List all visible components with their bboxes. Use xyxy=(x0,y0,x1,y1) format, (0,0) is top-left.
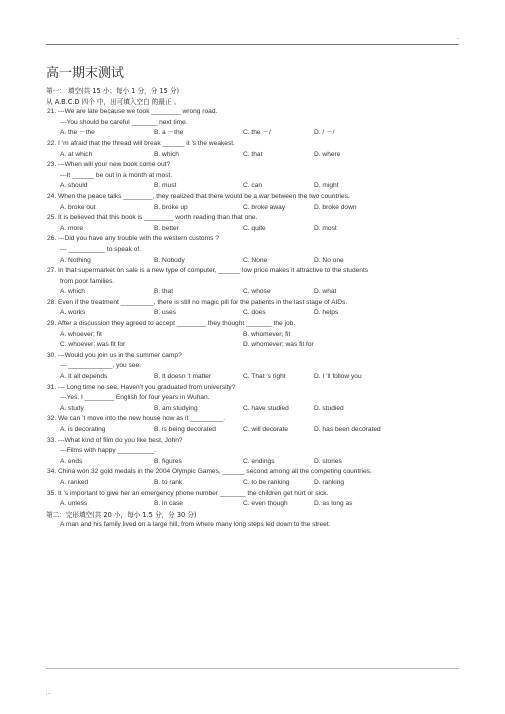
header-rule xyxy=(46,44,459,45)
footer-rule xyxy=(46,668,459,669)
question-item xyxy=(46,467,466,488)
question-stem: 25. It is believed that this book is ________ worth reading than that one. xyxy=(47,214,258,222)
answer-option[interactable]: C. can xyxy=(243,182,263,190)
question-stem: 28. Even if the treatment _________, there is still no magic pill for the patients in the last stage of AIDs. xyxy=(47,298,348,306)
answer-option[interactable]: B. that xyxy=(154,288,174,296)
question-item xyxy=(46,266,466,298)
answer-option[interactable]: D. might xyxy=(314,182,339,190)
answer-option[interactable]: D. has been decorated xyxy=(314,426,381,433)
question-line: ---It ______ be out in a month at most. xyxy=(60,171,173,179)
answer-option[interactable]: A. whoever; fit xyxy=(60,330,102,338)
question-stem: 34. China won 32 gold medals in the 2004 Olympic Games, ______ second among all the competing countries. xyxy=(47,468,372,476)
options-row xyxy=(46,150,466,161)
options-row xyxy=(46,308,466,319)
answer-option[interactable]: B. uses xyxy=(154,309,176,317)
answer-option[interactable]: A. works xyxy=(60,309,86,317)
options-row xyxy=(46,256,466,267)
section1-instruction: 从 A.B.C.D 四个 中，出可填入空白 的最正 。 xyxy=(46,97,181,106)
answer-option[interactable]: B. is being decorated xyxy=(154,426,216,433)
answer-option[interactable]: A. study xyxy=(60,404,84,412)
question-item xyxy=(46,298,466,319)
question-stem: 24. When the peace talks ________, they realized that there would be a war between the two countries. xyxy=(47,192,350,200)
question-item xyxy=(46,489,466,510)
answer-option[interactable]: B. better xyxy=(154,224,179,232)
answer-option[interactable]: A. at which xyxy=(60,150,93,158)
options-row xyxy=(46,287,466,298)
options-row xyxy=(46,499,466,510)
question-item xyxy=(46,383,466,415)
answer-option[interactable]: C. will decorate xyxy=(243,426,289,433)
question-line: ---Yes. I ________ English for four years in Wuhan. xyxy=(60,394,210,402)
question-stem: 29. After a discussion they agreed to accept ________ they thought _______ the job. xyxy=(47,320,296,328)
answer-option[interactable]: A. unless xyxy=(60,500,88,508)
answer-option[interactable]: B. broke up xyxy=(154,203,188,211)
answer-option[interactable]: D. broke down xyxy=(314,203,357,211)
answer-option[interactable]: C. to be ranking xyxy=(243,478,290,486)
question-item xyxy=(46,414,466,435)
answer-option[interactable]: A. should xyxy=(60,182,88,190)
question-stem: 23. ---When will your new book come out? xyxy=(47,161,171,169)
options-row xyxy=(46,203,466,214)
page-mark-bottom: ;.. xyxy=(46,690,52,696)
answer-option[interactable]: B. Nobody xyxy=(154,256,185,264)
question-line: from poor families. xyxy=(60,277,115,285)
answer-option[interactable]: C. have studied xyxy=(243,404,289,412)
answer-option[interactable]: C. endings xyxy=(243,457,275,465)
answer-option[interactable]: C. that xyxy=(243,150,263,158)
question-stem: 33. ---What kind of film do you like best, John? xyxy=(47,436,183,444)
doc-title: 高一期末测试 xyxy=(46,66,125,81)
section1-heading: 第一： 填空(共 15 小；每小 1 分，分 15 分) xyxy=(46,87,180,95)
question-list xyxy=(46,107,466,510)
answer-option[interactable]: A. ranked xyxy=(60,478,89,486)
question-line: --- ____________, you see. xyxy=(60,362,142,370)
section2-first-line: A man and his family lived on a large hill, from where many long steps led down to the street. xyxy=(60,521,331,529)
answer-option[interactable]: C. does xyxy=(243,309,266,317)
question-stem: 21. ---We are late because we took ________ wrong road. xyxy=(47,108,218,116)
question-line: ---Films with happy __________. xyxy=(60,447,157,455)
answer-option[interactable]: B. must xyxy=(154,182,177,190)
answer-option[interactable]: B. am studying xyxy=(154,404,198,412)
options-row xyxy=(46,128,466,139)
question-item xyxy=(46,107,466,139)
answer-option[interactable]: D. ranking xyxy=(314,478,345,486)
question-stem: 31. --- Long time no see. Haven’t you graduated from university? xyxy=(47,383,236,391)
answer-option[interactable]: D. I ’ll follow you xyxy=(314,373,362,381)
answer-option[interactable]: C. broke away xyxy=(243,203,286,211)
answer-option[interactable]: B. in case xyxy=(154,500,183,508)
options-row xyxy=(46,457,466,468)
page-mark-top: - xyxy=(457,36,459,42)
answer-option[interactable]: D. helps xyxy=(314,309,339,317)
answer-option[interactable]: B. It doesn ’t matter xyxy=(154,373,212,381)
answer-option[interactable]: A. broke out xyxy=(60,203,96,211)
question-stem: 22. I ’m afraid that the thread will break ______ it ’s the weakest. xyxy=(47,139,235,147)
answer-option[interactable]: C. even though xyxy=(243,500,288,508)
question-item xyxy=(46,234,466,266)
options-row xyxy=(46,224,466,235)
question-item xyxy=(46,160,466,192)
answer-option[interactable]: B. whomever; fit xyxy=(243,330,291,338)
question-stem: 27. In that supermarket on sale is a new type of computer, ______ low price makes it attractive to the students xyxy=(47,267,369,275)
answer-option[interactable]: A. the －the xyxy=(60,129,95,137)
answer-option[interactable]: D. / －/ xyxy=(314,129,335,137)
answer-option[interactable]: D. as long as xyxy=(314,500,353,508)
answer-option[interactable]: B. which xyxy=(154,150,179,158)
answer-option[interactable]: A. Nothing xyxy=(60,256,91,264)
exam-content xyxy=(46,86,466,531)
question-line: --- __________ to speak of. xyxy=(60,245,142,253)
answer-option[interactable]: D. most xyxy=(314,224,337,232)
answer-option[interactable]: D. whomever; was fit for xyxy=(243,341,314,349)
options-row xyxy=(46,372,466,383)
question-item xyxy=(46,139,466,160)
options-row xyxy=(46,340,466,351)
question-item xyxy=(46,436,466,468)
answer-option[interactable]: C. whoever; was fit for xyxy=(60,341,126,349)
answer-option[interactable]: A. ends xyxy=(60,457,83,465)
answer-option[interactable]: C. None xyxy=(243,256,268,264)
answer-option[interactable]: C. quite xyxy=(243,224,266,232)
answer-option[interactable]: C. That ’s right xyxy=(243,373,286,381)
question-line: ---You should be careful _______ next time. xyxy=(60,118,188,126)
answer-option[interactable]: D. where xyxy=(314,150,341,158)
question-stem: 35. It ’s important to give her an emergency phone number _______ the children get hurt or sick. xyxy=(47,489,329,497)
options-row xyxy=(46,181,466,192)
options-row xyxy=(46,425,466,436)
answer-option[interactable]: D. stories xyxy=(314,457,342,465)
question-item xyxy=(46,213,466,234)
answer-option[interactable]: A. more xyxy=(60,224,84,232)
answer-option[interactable]: D. No one xyxy=(314,256,344,264)
question-item xyxy=(46,192,466,213)
options-row xyxy=(46,330,466,341)
options-row xyxy=(46,478,466,489)
answer-option[interactable]: B. a －the xyxy=(154,129,184,137)
answer-option[interactable]: A. It all depends xyxy=(60,373,108,381)
options-row xyxy=(46,404,466,415)
answer-option[interactable]: B. figures xyxy=(154,457,182,465)
question-item xyxy=(46,319,466,351)
answer-option[interactable]: D. what xyxy=(314,288,337,296)
answer-option[interactable]: B. to rank xyxy=(154,478,183,486)
answer-option[interactable]: C. the －/ xyxy=(243,129,271,137)
question-stem: 26. ---Did you have any trouble with the western customs ? xyxy=(47,235,219,243)
question-stem: 32. We can ’t move into the new house now as it _________. xyxy=(47,415,226,423)
answer-option[interactable]: C. whose xyxy=(243,288,271,296)
answer-option[interactable]: D. studied xyxy=(314,404,344,412)
question-stem: 30. ---Would you join us in the summer camp? xyxy=(47,351,182,359)
answer-option[interactable]: A. is decorating xyxy=(60,426,106,433)
answer-option[interactable]: A. which xyxy=(60,288,85,296)
section2-heading: 第二：完形填空(共 20 小，每小 1.5 分，分 30 分) xyxy=(46,510,197,519)
question-item xyxy=(46,351,466,383)
